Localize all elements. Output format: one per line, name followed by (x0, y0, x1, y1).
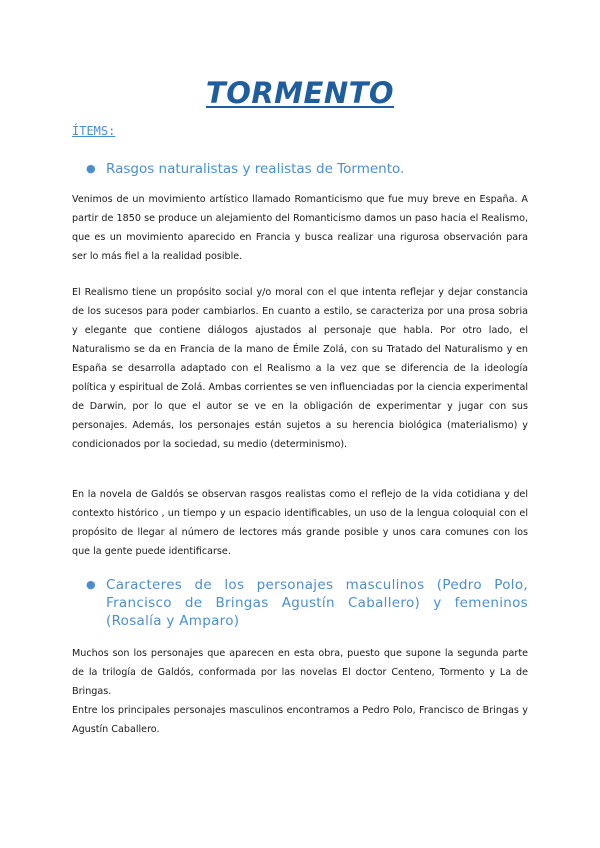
paragraph-4-line-2: Entre los principales personajes masculinos encontramos a Pedro Polo, Francisco de Bringas y Agustín Caballero. (72, 705, 528, 735)
items-label: ÍTEMS: (72, 124, 116, 138)
paragraph-4 (72, 644, 528, 739)
paragraph-2 (72, 283, 528, 454)
paragraph-2-text: El Realismo tiene un propósito social y/o moral con el que intenta reflejar y dejar constancia de los sucesos para poder cambiarlos. En cuanto a estilo, se caracteriza por una prosa sobria y elegante que contiene diálogos ajustados al personaje que habla. Por otro lado, el Naturalismo se da en Francia de la mano de Émile Zolá, con su Tratado del Naturalismo y en España se desarrolla adaptado con el Realismo a la vez que se diferencia de la ideología política y espiritual de Zolá. Ambas corrientes se ven influenciadas por la ciencia experimental de Darwin, por lo que el autor se ve en la obligación de experimentar y jugar con sus personajes. Además, los personajes están sujetos a su herencia biológica (materialismo) y condicionados por la sociedad, su medio (determinismo). (72, 287, 528, 450)
paragraph-3 (72, 485, 528, 561)
bullet-icon: ● (86, 578, 96, 591)
paragraph-1-text: Venimos de un movimiento artístico llamado Romanticismo que fue muy breve en España. A partir de 1850 se produce un alejamiento del Romanticismo damos un paso hacia el Realismo, que es un movimiento aparecido en Francia y busca realizar una rigurosa observación para ser lo más fiel a la realidad posible. (72, 194, 528, 262)
paragraph-1 (72, 190, 528, 266)
paragraph-4-line-1: Muchos son los personajes que aparecen en esta obra, puesto que supone la segunda parte de la trilogía de Galdós, conformada por las novelas El doctor Centeno, Tormento y La de Bringas. (72, 648, 528, 697)
page-title: TORMENTO (205, 76, 395, 110)
bullet-icon: ● (86, 162, 96, 175)
section-heading-1-text: Rasgos naturalistas y realistas de Tormento. (106, 161, 405, 177)
paragraph-3-text: En la novela de Galdós se observan rasgos realistas como el reflejo de la vida cotidiana y del contexto histórico , un tiempo y un espacio identificables, un uso de la lengua coloquial con el propósito de llegar al número de lectores más grande posible y unos cara comunes con los que la gente puede identificarse. (72, 489, 528, 557)
section-heading-2-text: Caracteres de los personajes masculinos (Pedro Polo, Francisco de Bringas Agustín Caballero) y femeninos (Rosalía y Amparo) (106, 577, 528, 629)
section-heading-2 (86, 576, 528, 630)
section-heading-1 (86, 160, 528, 178)
